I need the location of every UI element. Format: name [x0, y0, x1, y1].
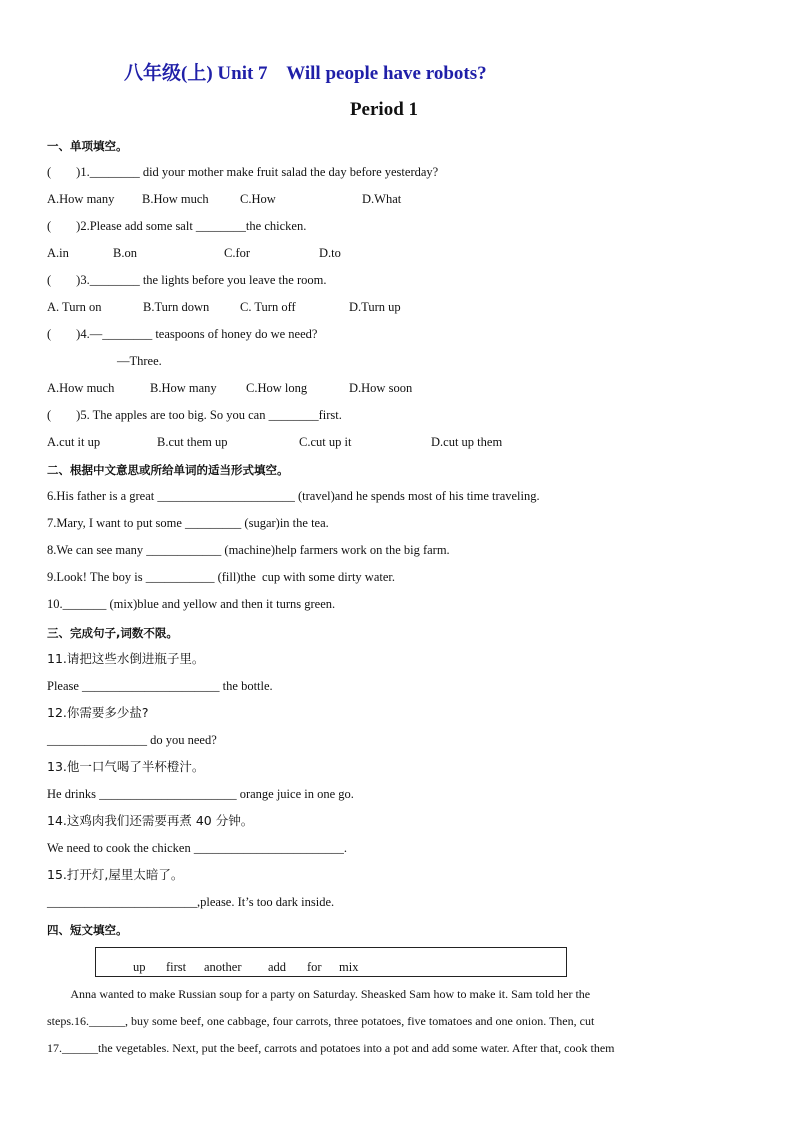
word-bank-item: for — [307, 960, 322, 974]
question-5-option-d[interactable]: D.cut up them — [431, 435, 503, 449]
sentence-14-english[interactable]: We need to cook the chicken ________________________. — [47, 841, 347, 855]
fill-item-10[interactable]: 10._______ (mix)blue and yellow and then it turns green. — [47, 597, 336, 611]
question-3-option-c[interactable]: C. Turn off — [240, 300, 296, 314]
sentence-15-english[interactable]: ________________________,please. It’s too dark inside. — [47, 895, 335, 909]
sentence-13-chinese: 13.他一口气喝了半杯橙汁。 — [47, 759, 205, 774]
worksheet-title: 八年级(上) Unit 7 Will people have robots? — [124, 63, 487, 84]
question-4-option-b[interactable]: B.How many — [150, 381, 217, 395]
question-2-stem: ( )2.Please add some salt ________the chicken. — [47, 219, 307, 233]
question-3-option-a[interactable]: A. Turn on — [47, 300, 102, 314]
question-2-option-c[interactable]: C.for — [224, 246, 251, 260]
question-5-option-c[interactable]: C.cut up it — [299, 435, 352, 449]
word-bank-item: first — [166, 960, 187, 974]
word-bank-item: mix — [339, 960, 359, 974]
question-3-option-b[interactable]: B.Turn down — [143, 300, 210, 314]
question-1-option-d[interactable]: D.What — [362, 192, 402, 206]
question-1-option-c[interactable]: C.How — [240, 192, 276, 206]
question-3-option-d[interactable]: D.Turn up — [349, 300, 401, 314]
word-bank-item: add — [268, 960, 287, 974]
sentence-12-english[interactable]: ________________ do you need? — [47, 733, 217, 747]
section-heading-cloze: 四、短文填空。 — [47, 923, 128, 937]
sentence-15-chinese: 15.打开灯,屋里太暗了。 — [47, 867, 184, 882]
passage-line-2[interactable]: steps.16.______, buy some beef, one cabbage, four carrots, three potatoes, five tomatoes and one onion. Then, cut — [47, 1014, 595, 1028]
word-bank-item: up — [133, 960, 146, 974]
sentence-11-english[interactable]: Please ______________________ the bottle. — [47, 679, 273, 693]
section-heading-word-forms: 二、根据中文意思或所给单词的适当形式填空。 — [47, 463, 289, 477]
word-bank-item: another — [204, 960, 242, 974]
section-heading-single-choice: 一、单项填空。 — [47, 139, 128, 153]
question-1-option-a[interactable]: A.How many — [47, 192, 115, 206]
passage-line-1: Anna wanted to make Russian soup for a party on Saturday. Sheasked Sam how to make it. Sam told her the — [47, 987, 591, 1001]
question-2-option-b[interactable]: B.on — [113, 246, 137, 260]
question-3-stem: ( )3.________ the lights before you leave the room. — [47, 273, 327, 287]
question-1-stem: ( )1.________ did your mother make fruit salad the day before yesterday? — [47, 165, 439, 179]
fill-item-9[interactable]: 9.Look! The boy is ___________ (fill)the cup with some dirty water. — [47, 570, 395, 584]
fill-item-8[interactable]: 8.We can see many ____________ (machine)help farmers work on the big farm. — [47, 543, 450, 557]
fill-item-6[interactable]: 6.His father is a great ______________________ (travel)and he spends most of his time traveling. — [47, 489, 540, 503]
passage-line-3[interactable]: 17.______the vegetables. Next, put the beef, carrots and potatoes into a pot and add some water. After that, cook them — [47, 1041, 615, 1055]
question-5-stem: ( )5. The apples are too big. So you can ________first. — [47, 408, 342, 422]
question-5-option-a[interactable]: A.cut it up — [47, 435, 101, 449]
question-2-option-d[interactable]: D.to — [319, 246, 341, 260]
question-4-option-c[interactable]: C.How long — [246, 381, 308, 395]
question-4-option-a[interactable]: A.How much — [47, 381, 115, 395]
question-2-option-a[interactable]: A.in — [47, 246, 69, 260]
question-1-option-b[interactable]: B.How much — [142, 192, 209, 206]
question-4-option-d[interactable]: D.How soon — [349, 381, 413, 395]
period-title: Period 1 — [349, 99, 419, 120]
question-4-answer-line: —Three. — [117, 354, 162, 368]
question-5-option-b[interactable]: B.cut them up — [157, 435, 228, 449]
word-bank-box — [95, 947, 567, 977]
sentence-11-chinese: 11.请把这些水倒进瓶子里。 — [47, 651, 205, 666]
question-4-stem: ( )4.—________ teaspoons of honey do we need? — [47, 327, 318, 341]
sentence-13-english[interactable]: He drinks ______________________ orange juice in one go. — [47, 787, 354, 801]
sentence-12-chinese: 12.你需要多少盐? — [47, 705, 149, 720]
fill-item-7[interactable]: 7.Mary, I want to put some _________ (sugar)in the tea. — [47, 516, 329, 530]
sentence-14-chinese: 14.这鸡肉我们还需要再煮 40 分钟。 — [47, 813, 254, 828]
section-heading-complete-sentences: 三、完成句子,词数不限。 — [47, 626, 178, 640]
